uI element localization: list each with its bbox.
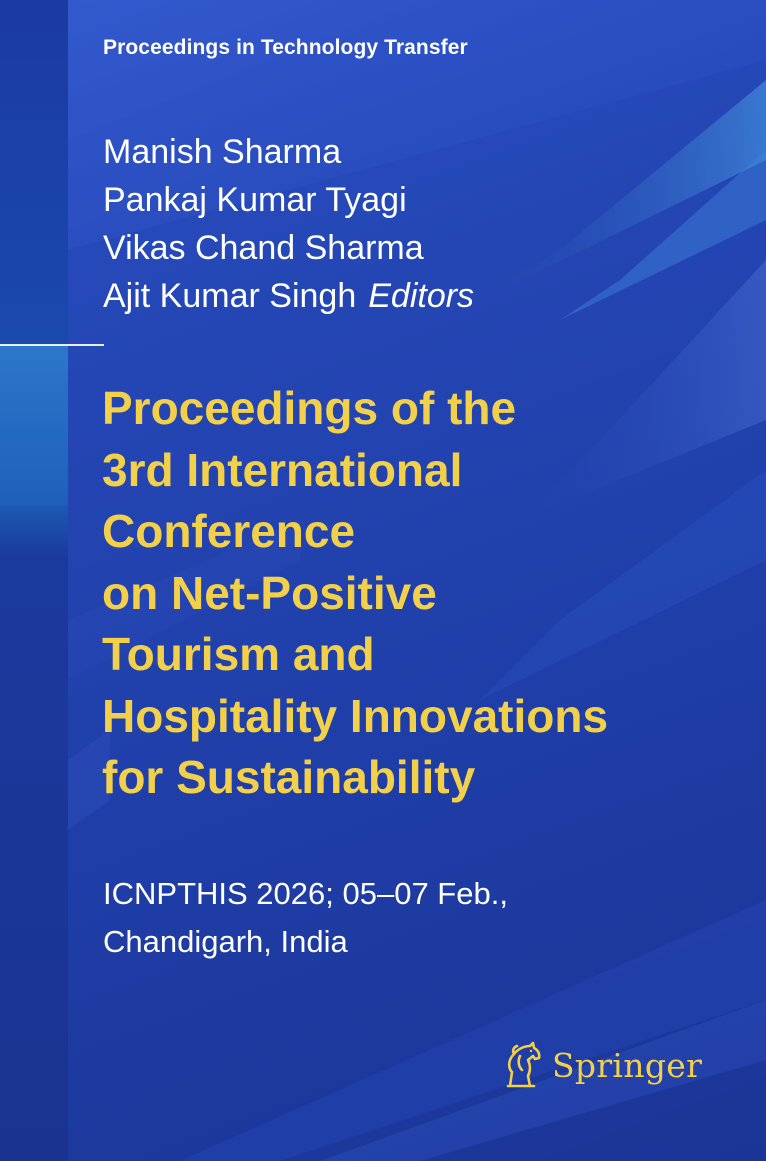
title-line: on Net-Positive	[102, 566, 437, 619]
left-accent-block	[0, 346, 68, 506]
title-line: Hospitality Innovations	[102, 689, 609, 742]
springer-horse-logo-icon	[500, 1040, 544, 1090]
title-line: for Sustainability	[102, 751, 476, 803]
conference-line: ICNPTHIS 2026; 05–07 Feb.,	[103, 876, 508, 911]
editor-name-last	[103, 272, 474, 320]
conference-line: Chandigarh, India	[103, 924, 348, 959]
book-title	[102, 378, 742, 809]
editors-label: Editors	[368, 277, 475, 315]
title-line: Conference	[102, 505, 356, 557]
title-line: 3rd International	[102, 443, 463, 496]
editors-block	[103, 128, 474, 320]
editor-name: Manish Sharma	[103, 133, 342, 171]
publisher-name: Springer	[552, 1045, 703, 1085]
editor-name: Pankaj Kumar Tyagi	[103, 181, 407, 219]
title-line: Tourism and	[102, 628, 375, 680]
publisher-logo	[500, 1040, 702, 1090]
title-line: Proceedings of the	[102, 382, 517, 434]
left-color-band	[0, 0, 68, 1161]
horizontal-rule	[0, 344, 104, 346]
editor-name: Ajit Kumar Singh	[103, 277, 357, 315]
conference-details	[103, 870, 508, 966]
series-title: Proceedings in Technology Transfer	[103, 36, 468, 59]
editor-name: Vikas Chand Sharma	[103, 229, 424, 267]
